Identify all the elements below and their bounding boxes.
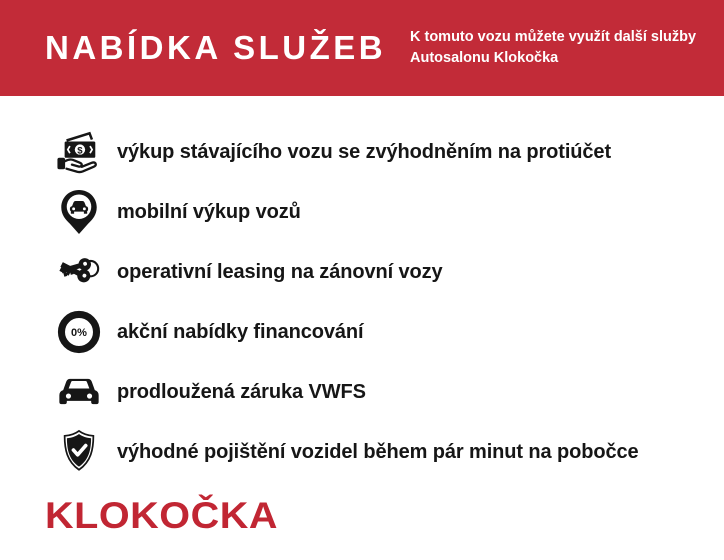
service-label: operativní leasing na zánovní vozy: [117, 260, 443, 283]
shield-check-icon: [54, 427, 104, 477]
svg-text:$: $: [77, 145, 83, 157]
service-label: akční nabídky financování: [117, 320, 364, 343]
header-tagline-line2: Autosalonu Klokočka: [410, 50, 559, 66]
service-item: [0, 422, 724, 482]
cash-in-hand-icon: [54, 127, 104, 177]
service-label: výkup stávajícího vozu se zvýhodněním na protiúčet: [117, 140, 612, 163]
header-banner: [0, 0, 724, 96]
zero-percent-icon: [54, 307, 104, 357]
brand-logo: KLOKOČKA: [45, 495, 279, 536]
location-pin-car-icon: [54, 187, 104, 237]
service-label: výhodné pojištění vozidel během pár minut na pobočce: [117, 440, 639, 463]
service-list: [0, 96, 724, 482]
keys-icon: [54, 247, 104, 297]
service-label: mobilní výkup vozů: [117, 200, 301, 223]
header-tagline: [410, 27, 700, 69]
service-label: prodloužená záruka VWFS: [117, 380, 366, 403]
service-item: [0, 122, 724, 182]
service-item: [0, 302, 724, 362]
page-title: NABÍDKA SLUŽEB: [45, 29, 387, 66]
service-item: [0, 242, 724, 302]
zero-percent-text: 0%: [71, 327, 87, 340]
service-item: [0, 362, 724, 422]
header-tagline-line1: K tomuto vozu můžete využít další služby: [410, 29, 697, 45]
service-item: [0, 182, 724, 242]
car-front-icon: [54, 367, 104, 417]
